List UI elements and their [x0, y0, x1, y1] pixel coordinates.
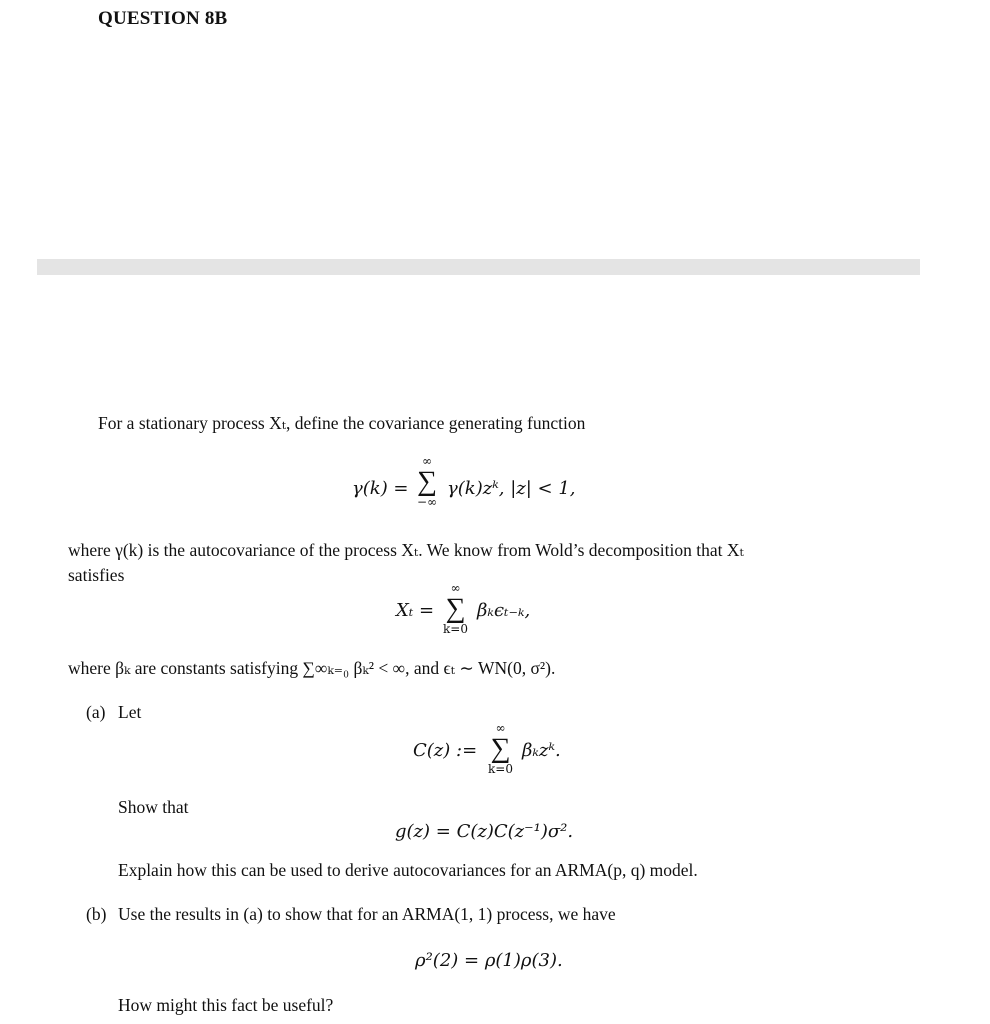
para3: where βₖ are constants satisfying ∑∞ₖ₌₀ βₖ² < ∞, and ϵₜ ∼ WN(0, σ²). [68, 658, 556, 678]
eq3-sum-upper: ∞ [495, 721, 506, 735]
eq3-sum [488, 722, 513, 776]
eq3-sum-lower: k=0 [488, 762, 513, 776]
part-a-explain: Explain how this can be used to derive autocovariances for an ARMA(p, q) model. [118, 860, 698, 880]
eq4: g(z) = C(z)C(z⁻¹)σ². [395, 821, 574, 842]
part-a-let: Let [118, 702, 142, 722]
para2-line2: satisfies [68, 565, 125, 585]
question-heading: QUESTION 8B [98, 8, 228, 29]
intro-text: For a stationary process Xₜ, define the covariance generating function [98, 413, 586, 433]
eq1-sum [417, 455, 437, 509]
para2-line1: where γ(k) is the autocovariance of the process Xₜ. We know from Wold’s decomposition that Xₜ [68, 540, 744, 560]
sigma-icon: ∑ [417, 466, 438, 497]
sigma-icon: ∑ [490, 733, 511, 764]
part-a-show-that: Show that [118, 797, 189, 817]
part-b-label: (b) [86, 904, 107, 924]
part-a-label: (a) [86, 702, 106, 722]
eq2-sum [443, 582, 468, 636]
eq3-rhs: βₖzᵏ. [522, 740, 561, 761]
eq1-sum-upper: ∞ [422, 454, 433, 468]
eq2-sum-lower: k=0 [443, 622, 468, 636]
eq5: ρ²(2) = ρ(1)ρ(3). [415, 950, 563, 971]
eq1-lhs: γ(k) = [352, 478, 409, 499]
eq2-rhs: βₖϵₜ₋ₖ, [477, 600, 531, 621]
divider-bar [37, 259, 920, 275]
eq2-sum-upper: ∞ [450, 581, 461, 595]
eq2-lhs: Xₜ = [396, 600, 435, 621]
part-b-text: Use the results in (a) to show that for an ARMA(1, 1) process, we have [118, 904, 616, 924]
part-b-question: How might this fact be useful? [118, 995, 334, 1015]
eq1-rhs: γ(k)zᵏ, |z| < 1, [447, 478, 576, 499]
eq3-lhs: C(z) := [413, 740, 478, 761]
sigma-icon: ∑ [445, 593, 466, 624]
eq1-sum-lower: −∞ [417, 495, 438, 509]
